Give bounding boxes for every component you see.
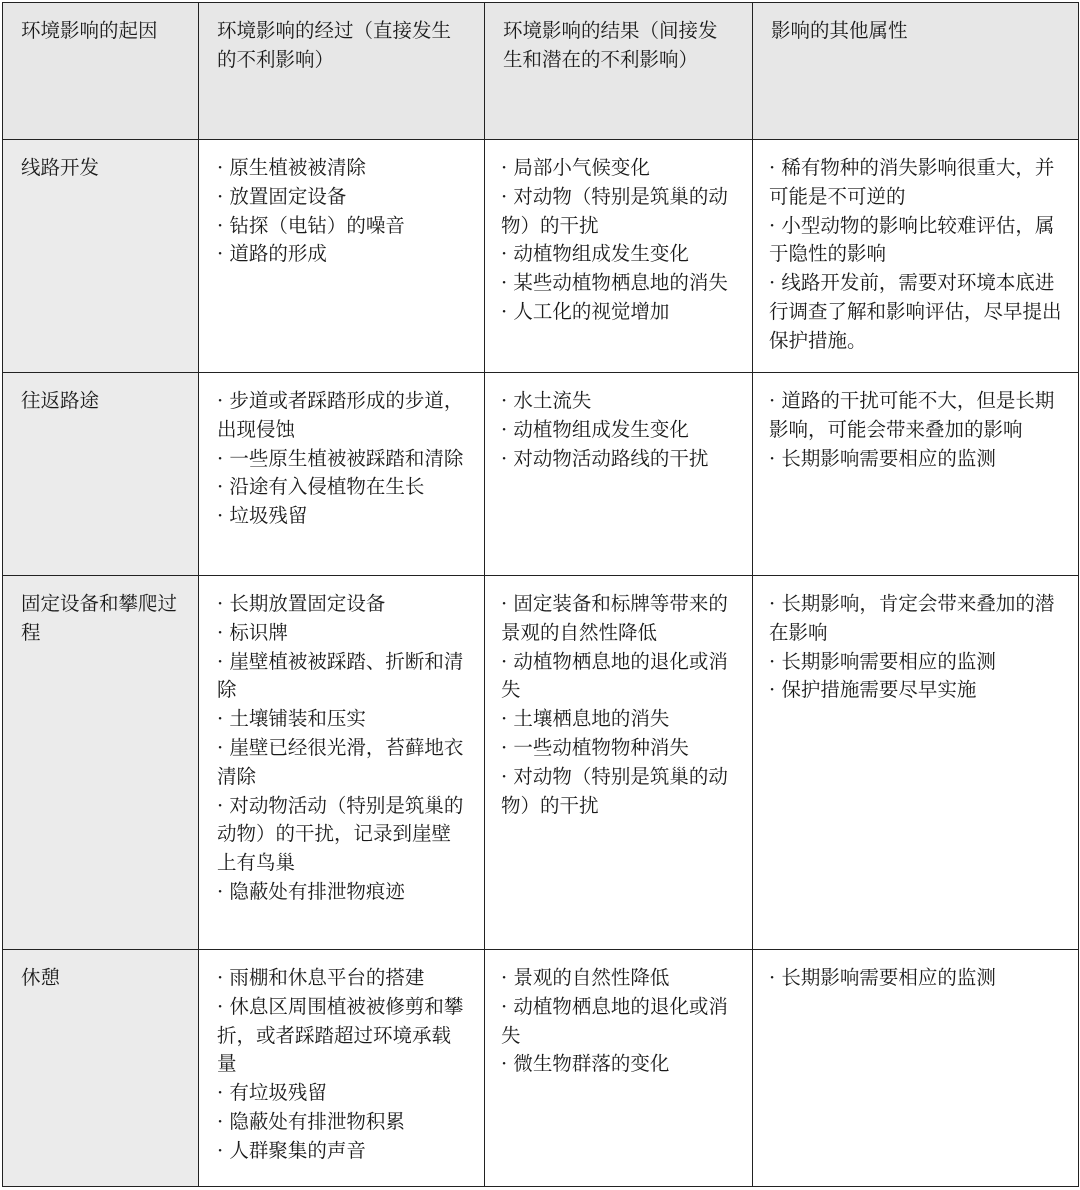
list-item: · 微生物群落的变化 [501, 1052, 670, 1076]
list-item: · 土壤铺装和压实 [217, 707, 366, 731]
indirect-impact-cell [485, 576, 753, 950]
list-item: · 对动物（特别是筑巢的动物）的干扰 [501, 764, 728, 817]
table-row [3, 950, 1079, 1187]
list-item: · 一些原生植被被踩踏和清除 [217, 446, 464, 470]
list-item: · 道路的干扰可能不大，但是长期影响，可能会带来叠加的影响 [769, 389, 1055, 441]
cause-cell: 线路开发 [3, 140, 199, 373]
direct-impact-cell [199, 950, 485, 1187]
list-item: · 雨棚和休息平台的搭建 [217, 966, 425, 989]
list-item: · 动植物组成发生变化 [501, 417, 689, 441]
list-item: · 步道或者踩踏形成的步道，出现侵蚀 [217, 389, 464, 441]
list-item: · 休息区周围植被被修剪和攀折，或者踩踏超过环境承载量 [217, 994, 464, 1076]
list-item: · 长期影响需要相应的监测 [769, 649, 996, 673]
table-row [3, 576, 1079, 950]
other-attributes-cell [753, 373, 1079, 576]
indirect-impact-cell [485, 140, 753, 373]
indirect-impact-cell [485, 950, 753, 1187]
list-item: · 景观的自然性降低 [501, 966, 670, 989]
cause-cell: 固定设备和攀爬过程 [3, 576, 199, 950]
list-item: · 动植物栖息地的退化或消失 [501, 994, 728, 1047]
list-item: · 线路开发前，需要对环境本底进行调查了解和影响评估，尽早提出保护措施。 [769, 271, 1062, 352]
indirect-impact-cell [485, 373, 753, 576]
direct-impact-cell [199, 140, 485, 373]
header-row [3, 3, 1079, 140]
environmental-impact-table [2, 2, 1079, 1187]
list-item: · 人工化的视觉增加 [501, 299, 670, 323]
list-item: · 对动物（特别是筑巢的动物）的干扰 [501, 184, 728, 237]
header-cause: 环境影响的起因 [3, 3, 199, 140]
direct-impact-cell [199, 576, 485, 950]
list-item: · 长期影响，肯定会带来叠加的潜在影响 [769, 592, 1055, 644]
list-item: · 隐蔽处有排泄物积累 [217, 1109, 405, 1133]
list-item: · 崖壁植被被踩踏、折断和清除 [217, 649, 464, 702]
list-item: · 道路的形成 [217, 242, 327, 266]
list-item: · 一些动植物物种消失 [501, 735, 689, 759]
table-row [3, 373, 1079, 576]
list-item: · 原生植被被清除 [217, 156, 366, 179]
list-item: · 人群聚集的声音 [217, 1138, 366, 1162]
list-item: · 动植物组成发生变化 [501, 242, 689, 266]
list-item: · 沿途有入侵植物在生长 [217, 475, 425, 499]
list-item: · 崖壁已经很光滑，苔藓地衣清除 [217, 735, 464, 788]
other-attributes-cell [753, 950, 1079, 1187]
list-item: · 土壤栖息地的消失 [501, 707, 670, 731]
list-item: · 隐蔽处有排泄物痕迹 [217, 879, 405, 903]
list-item: · 对动物活动（特别是筑巢的动物）的干扰，记录到崖壁上有鸟巢 [217, 793, 464, 875]
other-attributes-cell [753, 576, 1079, 950]
list-item: · 某些动植物栖息地的消失 [501, 271, 728, 295]
table-row [3, 140, 1079, 373]
list-item: · 动植物栖息地的退化或消失 [501, 649, 728, 702]
list-item: · 对动物活动路线的干扰 [501, 446, 709, 470]
list-item: · 有垃圾残留 [217, 1081, 327, 1105]
list-item: · 长期影响需要相应的监测 [769, 966, 996, 989]
list-item: · 保护措施需要尽早实施 [769, 678, 977, 702]
list-item: · 小型动物的影响比较难评估，属于隐性的影响 [769, 213, 1055, 266]
list-item: · 稀有物种的消失影响很重大，并可能是不可逆的 [769, 156, 1055, 208]
list-item: · 水土流失 [501, 389, 592, 412]
list-item: · 垃圾残留 [217, 504, 308, 528]
list-item: · 长期放置固定设备 [217, 592, 386, 615]
cause-cell: 往返路途 [3, 373, 199, 576]
list-item: · 放置固定设备 [217, 184, 347, 208]
header-indirect-impact: 环境影响的结果（间接发生和潜在的不利影响） [485, 3, 753, 140]
list-item: · 长期影响需要相应的监测 [769, 446, 996, 470]
other-attributes-cell [753, 140, 1079, 373]
list-item: · 标识牌 [217, 620, 288, 644]
list-item: · 固定装备和标牌等带来的景观的自然性降低 [501, 592, 728, 644]
list-item: · 局部小气候变化 [501, 156, 650, 179]
cause-cell: 休憩 [3, 950, 199, 1187]
header-direct-impact: 环境影响的经过（直接发生的不利影响） [199, 3, 485, 140]
header-other-attributes: 影响的其他属性 [753, 3, 1079, 140]
list-item: · 钻探（电钻）的噪音 [217, 213, 405, 237]
direct-impact-cell [199, 373, 485, 576]
